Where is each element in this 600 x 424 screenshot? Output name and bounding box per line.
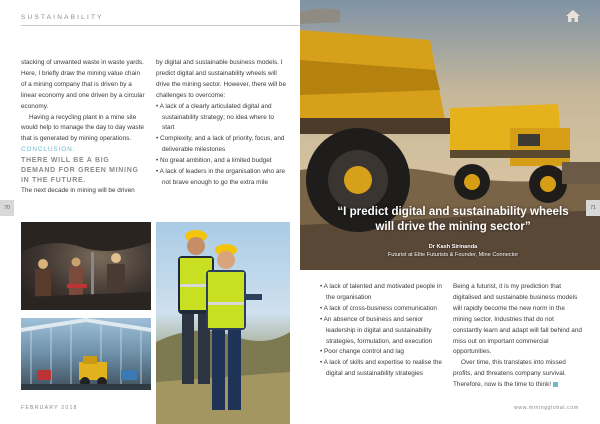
engineers-illustration <box>156 222 290 424</box>
bullet-item: • A lack of leaders in the organisation who are not brave enough to go the extra mile <box>156 167 286 189</box>
paragraph: Being a futurist, it is my prediction that digitalised and sustainable business models will rapidly become the new norm in the mining sector. Industries that do not constantly learn and adapt will fall behind and miss out on important commercial opportunities. <box>453 283 582 356</box>
paragraph <box>453 358 583 391</box>
footer-url[interactable]: www.miningglobal.com <box>514 405 579 411</box>
page-number: 71 <box>586 200 600 216</box>
header-rule <box>21 25 300 26</box>
bullet-item: • A lack of talented and motivated people in the organisation <box>320 282 444 304</box>
end-mark <box>553 382 558 387</box>
pull-quote: “I predict digital and sustainability wheels will drive the mining sector” <box>337 205 569 233</box>
bullet-item: • A lack of cross-business communication <box>320 304 444 315</box>
bullet-item: • Poor change control and lag <box>320 347 444 358</box>
mine-workers-photo <box>21 222 151 310</box>
mine-workers-illustration <box>21 222 151 310</box>
quote-byline <box>328 243 578 259</box>
home-icon[interactable] <box>566 10 580 22</box>
paragraph: Having a recycling plant in a mine site would help to manage the day to day waste that is generated by mining operations. <box>21 113 144 143</box>
bullet-item: • No great ambition, and a limited budget <box>156 156 286 167</box>
conclusion-label: CONCLUSION: <box>21 146 76 154</box>
author-title: Futurist at Elite Futurists & Founder, Mine Connector <box>387 252 519 258</box>
bullet-item: • A lack of a clearly articulated digital and sustainability strategy; no idea where to start <box>156 102 286 135</box>
left-column-2 <box>156 58 286 189</box>
bullet-item: • A lack of skills and expertise to realise the digital and sustainability strategies <box>320 358 444 380</box>
closing-text: Over time, this translates into missed profits, and threatens company survival. Therefore, now is the time to think! <box>453 359 566 389</box>
left-column-1 <box>21 58 147 197</box>
workshop-illustration <box>21 318 151 390</box>
right-column-1 <box>320 282 444 380</box>
right-page <box>300 0 600 424</box>
paragraph: by digital and sustainable business models. I predict digital and sustainability wheels will drive the mining sector. However, there will be challenges to overcome: <box>156 59 287 99</box>
bullet-item: • An absence of business and senior leadership in digital and sustainability strategies, formulation, and execution <box>320 315 444 348</box>
footer-date: FEBRUARY 2018 <box>21 405 78 411</box>
author-name: Dr Kash Sirinanda <box>428 244 478 250</box>
page-number: 70 <box>0 200 14 216</box>
paragraph: The next decade in mining will be driven <box>21 187 135 195</box>
bullet-item: • Complexity, and a lack of priority, focus, and deliverable milestones <box>156 134 286 156</box>
section-title: SUSTAINABILITY <box>21 14 104 21</box>
paragraph: stacking of unwanted waste in waste yards. Here, I briefly draw the mining value chain of a mining company that is driven by a linear economy and one driven by a circular economy. <box>21 59 145 110</box>
engineers-photo <box>156 222 290 424</box>
workshop-photo <box>21 318 151 390</box>
conclusion-heading: THERE WILL BE A BIG DEMAND FOR GREEN MINING IN THE FUTURE. <box>21 157 139 185</box>
right-column-2 <box>453 282 583 391</box>
